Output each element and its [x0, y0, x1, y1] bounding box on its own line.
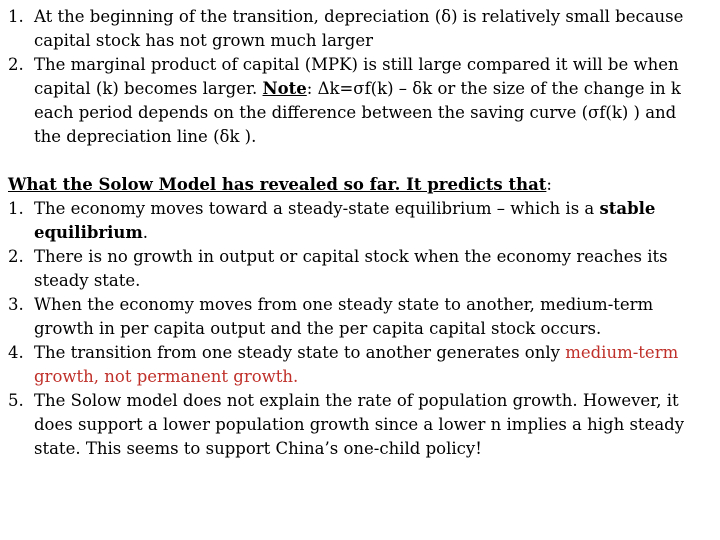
list-item: [8, 293, 708, 341]
list-item: [8, 197, 708, 245]
list-item-text: The Solow model does not explain the rate of population growth. However, it does support a lower population growth since a lower n implies a high steady state. This seems to support China’s one-child policy!: [34, 391, 685, 458]
list-item: [8, 5, 708, 53]
list-number: 2.: [8, 247, 24, 266]
note-text: : Δk=σf(k) – δk or the size of the change in k each period depends on the difference between the saving curve (σf(k) ) and the depreciation line (δk ).: [34, 79, 681, 146]
list-number: 3.: [8, 295, 24, 314]
list-item-text: The marginal product of capital (MPK) is still large compared it will be when capital (k) becomes larger.: [34, 55, 679, 98]
solow-summary: [8, 173, 708, 461]
list-item: [8, 341, 708, 389]
list-item-text: When the economy moves from one steady state to another, medium-term growth in per capita output and the per capita capital stock occurs.: [34, 295, 654, 338]
list-number: 4.: [8, 343, 24, 362]
list-item-tail: .: [142, 223, 149, 242]
highlight-text: medium-term growth, not permanent growth.: [34, 343, 679, 386]
list-number: 1.: [8, 199, 24, 218]
list-number: 1.: [8, 7, 24, 26]
list-item-text: The transition from one steady state to another generates only: [34, 343, 566, 362]
emphasis-text: stable equilibrium: [34, 199, 656, 242]
list-item: [8, 245, 708, 293]
list-item: [8, 53, 708, 149]
summary-heading-text: What the Solow Model has revealed so far. It predicts that: [8, 175, 547, 194]
list-number: 2.: [8, 55, 24, 74]
note-label: Note: [262, 79, 307, 98]
summary-heading-colon: :: [546, 175, 552, 194]
transition-list: [8, 5, 708, 149]
prediction-list: [8, 197, 708, 461]
list-item-text: At the beginning of the transition, depreciation (δ) is relatively small because capital stock has not grown much larger: [34, 7, 684, 50]
list-number: 5.: [8, 391, 24, 410]
list-item-text: The economy moves toward a steady-state equilibrium – which is a: [34, 199, 600, 218]
list-item: [8, 389, 708, 461]
summary-heading: [8, 173, 708, 197]
list-item-text: There is no growth in output or capital stock when the economy reaches its steady state.: [34, 247, 668, 290]
